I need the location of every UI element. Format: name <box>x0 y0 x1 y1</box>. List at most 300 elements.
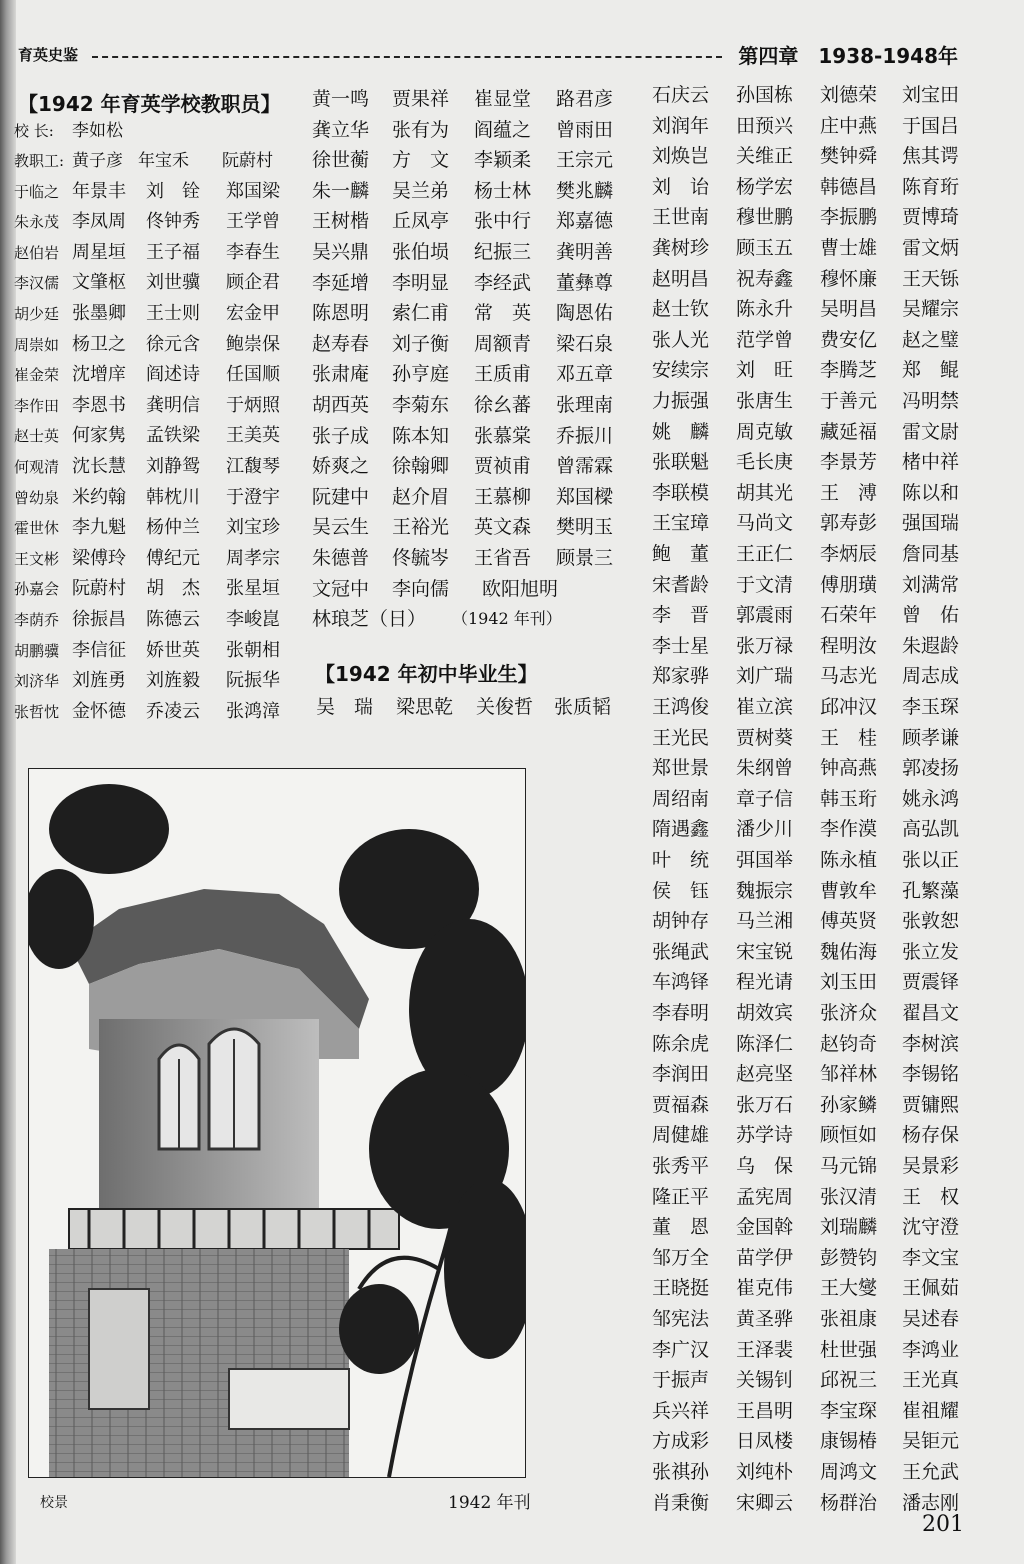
staff-name: 刘宝珍 <box>226 517 280 539</box>
graduate-name: 李炳辰 <box>820 543 878 565</box>
graduate-name: 李广汉 <box>652 1338 710 1361</box>
graduate-name: 陈以和 <box>902 481 960 504</box>
graduate-name: 杨学宏 <box>736 175 794 198</box>
graduate-name: 藏延福 <box>820 420 878 443</box>
staff-name: 宏金甲 <box>226 303 280 324</box>
staff-row <box>312 359 642 389</box>
staff-name: 李明显 <box>392 271 450 294</box>
graduate-name: 冯明禁 <box>902 390 960 412</box>
staff-name: 李延增 <box>312 271 370 294</box>
graduate-name: 邱冲汉 <box>820 696 878 718</box>
graduate-name: 张绳武 <box>652 940 710 963</box>
graduate-row <box>652 1120 982 1150</box>
graduate-row <box>652 1457 982 1487</box>
graduate-name: 刘满常 <box>902 573 960 596</box>
graduate-name: 焦其谔 <box>902 145 960 168</box>
graduate-name: 姚永鸿 <box>902 787 960 810</box>
staff-name: 王美英 <box>226 425 280 447</box>
staff-name: 韩枕川 <box>146 486 200 508</box>
graduate-name: 王昌明 <box>736 1399 794 1422</box>
staff-name: 杨卫之 <box>72 333 126 355</box>
staff-name: 娇世英 <box>146 639 200 661</box>
staff-name: 郑国樑 <box>556 485 614 508</box>
staff-row <box>14 207 304 237</box>
graduate-name: 雷文炳 <box>902 237 960 259</box>
staff-name: 刘静鸳 <box>146 456 200 477</box>
graduate-name: 魏振宗 <box>736 879 794 902</box>
graduate-name: 邹万全 <box>652 1246 710 1269</box>
graduate-name: 于国吕 <box>902 114 960 137</box>
staff-name: 英文森 <box>474 516 532 539</box>
graduate-name: 刘 诒 <box>652 175 710 198</box>
graduate-name: 杨群治 <box>820 1491 878 1514</box>
graduate-name: 彭赞钧 <box>820 1246 878 1269</box>
staff-name: 佟钟秀 <box>146 211 200 233</box>
staff-name: 郑嘉德 <box>556 210 614 233</box>
graduate-name: 刘纯朴 <box>736 1461 794 1483</box>
graduate-name: 李玉琛 <box>902 696 960 718</box>
staff-row <box>14 177 304 207</box>
staff-name: 崔显堂 <box>474 88 532 110</box>
graduate-name: 肖秉衡 <box>652 1491 710 1514</box>
staff-name: 李作田 <box>14 396 60 415</box>
graduate-name: 吴明昌 <box>820 298 878 321</box>
staff-name: 李信征 <box>72 639 126 661</box>
graduate-name: 黄圣骅 <box>736 1308 794 1330</box>
graduate-name: 王允武 <box>902 1461 960 1483</box>
staff-name: 文冠中 <box>312 577 370 600</box>
staff-row <box>14 146 304 176</box>
graduate-name: 傅朋璜 <box>820 573 878 596</box>
staff-row <box>14 330 304 360</box>
staff-row <box>312 268 642 298</box>
staff-name: 顾企君 <box>226 272 280 294</box>
graduate-name: 王 溥 <box>820 481 878 504</box>
graduate-name: 张万禄 <box>736 634 794 657</box>
graduate-row <box>652 723 982 753</box>
graduate-name: 田预兴 <box>736 114 794 137</box>
staff-name: 丘凤亭 <box>392 210 450 233</box>
staff-name: 江馥琴 <box>226 456 280 477</box>
staff-row <box>14 238 304 268</box>
staff-row <box>14 513 304 543</box>
photo-caption-right: 1942 年刊 <box>448 1493 531 1513</box>
staff-row <box>14 116 304 146</box>
staff-name: 霍世休 <box>14 519 60 538</box>
graduate-row <box>652 325 982 355</box>
graduate-name: 沈守澄 <box>902 1216 960 1239</box>
graduate-name: 郭凌扬 <box>902 757 960 780</box>
staff-name: 张慕棠 <box>474 424 532 447</box>
staff-row <box>14 452 304 482</box>
graduate-name: 关维正 <box>736 145 794 168</box>
graduates-section-title: 【1942 年初中毕业生】 <box>315 662 538 686</box>
graduate-name: 胡其光 <box>736 481 794 504</box>
staff-name: 李荫乔 <box>14 611 60 629</box>
graduate-name: 金国斡 <box>736 1216 794 1239</box>
graduate-name: 孟宪周 <box>736 1185 794 1208</box>
staff-label: 教职工: <box>14 152 65 170</box>
staff-name: 张鸿漳 <box>226 700 280 722</box>
staff-name: 欧阳旭明 <box>482 577 559 600</box>
graduate-name: 梁思乾 <box>396 696 454 718</box>
graduate-name: 赵亮坚 <box>736 1063 794 1086</box>
graduate-row <box>652 1396 982 1426</box>
graduate-name: 刘 旺 <box>736 359 794 382</box>
graduate-name: 崔克伟 <box>736 1277 794 1300</box>
graduate-name: 于善元 <box>820 390 878 412</box>
staff-name: 陶恩佑 <box>556 302 614 325</box>
graduate-name: 朱遐龄 <box>902 634 960 657</box>
graduate-name: 钟高燕 <box>820 757 878 780</box>
staff-name: 张子成 <box>312 424 370 447</box>
staff-name: 佟毓岑 <box>392 547 450 569</box>
graduate-name: 费安亿 <box>820 328 878 351</box>
graduate-name: 王大燮 <box>820 1277 878 1300</box>
graduate-name: 赵明昌 <box>652 267 710 290</box>
graduate-name: 王佩茹 <box>902 1277 960 1300</box>
graduate-name: 于文清 <box>736 573 794 596</box>
staff-name: 吴兰弟 <box>392 179 450 202</box>
school-building-photo <box>28 768 526 1478</box>
staff-name: 米约翰 <box>72 486 126 508</box>
graduate-row <box>652 998 982 1028</box>
graduate-name: 王光民 <box>652 726 710 749</box>
graduate-name: 邹祥林 <box>820 1063 878 1086</box>
graduate-row <box>652 1029 982 1059</box>
staff-name: 乔凌云 <box>146 700 200 722</box>
staff-name: 路君彦 <box>556 88 614 110</box>
staff-row <box>312 451 642 481</box>
staff-name: 孙亨庭 <box>392 363 450 386</box>
graduate-name: 石荣年 <box>820 604 878 627</box>
staff-name: 王省吾 <box>474 547 532 569</box>
staff-name: 刘旌勇 <box>72 670 126 692</box>
graduate-row <box>652 1243 982 1273</box>
graduate-name: 康锡椿 <box>820 1430 878 1453</box>
graduate-name: 张立发 <box>902 940 960 963</box>
graduate-name: 周绍南 <box>652 787 710 810</box>
staff-name: 徐世蘅 <box>312 149 370 172</box>
graduate-name: 刘润年 <box>652 114 710 137</box>
staff-name: 赵介眉 <box>392 485 450 508</box>
staff-name: 胡鹏骥 <box>14 641 60 660</box>
graduate-name: 周健雄 <box>652 1124 710 1147</box>
graduate-name: 刘广瑞 <box>736 665 794 688</box>
staff-name: 陈德云 <box>146 609 200 630</box>
graduate-name: 孙国栋 <box>736 84 794 106</box>
graduate-name: 王 桂 <box>820 726 878 749</box>
graduate-name: 陈永植 <box>820 849 878 871</box>
staff-name: 王树楷 <box>312 210 370 233</box>
graduate-row <box>316 692 646 722</box>
graduate-row <box>652 845 982 875</box>
staff-row <box>312 574 642 604</box>
graduate-name: 贾博琦 <box>902 206 960 229</box>
staff-name: 方 文 <box>392 149 450 172</box>
staff-name: 文肇枢 <box>72 272 126 294</box>
staff-name: 阮建中 <box>312 485 370 508</box>
graduate-name: 吴述春 <box>902 1308 960 1330</box>
staff-name: 阮蔚村 <box>72 578 126 600</box>
staff-row <box>312 237 642 267</box>
graduate-name: 王鸿俊 <box>652 696 710 718</box>
staff-row <box>312 421 642 451</box>
staff-name: 于炳照 <box>226 394 280 416</box>
graduate-name: 马兰湘 <box>736 910 794 933</box>
staff-row <box>14 299 304 329</box>
graduate-name: 樊钟舜 <box>820 145 878 168</box>
staff-name: 曾霈霖 <box>556 455 614 478</box>
staff-name: 杨士林 <box>474 179 532 202</box>
graduate-name: 宋耆龄 <box>652 573 710 596</box>
graduate-name: 傅英贤 <box>820 910 878 933</box>
staff-name: 李峻崑 <box>226 609 280 630</box>
graduate-row <box>652 1151 982 1181</box>
staff-name: 吴兴鼎 <box>312 241 370 263</box>
staff-name: 董彝尊 <box>556 271 614 294</box>
graduate-name: 赵士钦 <box>652 298 710 321</box>
staff-name: 乔振川 <box>556 424 614 447</box>
graduate-row <box>652 600 982 630</box>
graduate-name: 强国瑞 <box>902 512 960 535</box>
staff-name: 阮蔚村 <box>222 151 273 171</box>
graduate-name: 张人光 <box>652 328 710 351</box>
graduate-name: 邹宪法 <box>652 1308 710 1330</box>
staff-name: 黄子彦 <box>72 151 123 171</box>
graduate-name: 雷文尉 <box>902 420 960 443</box>
graduate-name: 郑家骅 <box>652 665 710 688</box>
graduate-row <box>652 1365 982 1395</box>
graduate-row <box>652 141 982 171</box>
staff-name: 黄一鸣 <box>312 88 370 110</box>
staff-name: 王子福 <box>146 241 200 263</box>
staff-name: 傅纪元 <box>146 547 200 569</box>
graduate-name: 孔繁藻 <box>902 879 960 902</box>
staff-row <box>14 697 304 727</box>
graduate-name: 楮中祥 <box>902 451 960 474</box>
graduate-name: 刘瑞麟 <box>820 1216 878 1239</box>
graduate-name: 宋卿云 <box>736 1491 794 1514</box>
graduate-name: 祝寿鑫 <box>736 267 794 290</box>
graduate-row <box>652 1059 982 1089</box>
staff-name: 李经武 <box>474 271 532 294</box>
graduate-name: 郑 鲲 <box>902 359 960 382</box>
staff-row <box>312 512 642 542</box>
staff-name: 张朝相 <box>226 639 280 661</box>
graduate-name: 穆怀廉 <box>820 267 878 290</box>
graduate-row <box>652 876 982 906</box>
staff-name: 李恩书 <box>72 394 126 416</box>
graduate-name: 李春明 <box>652 1002 710 1024</box>
principal-label: 校 长: <box>14 122 54 140</box>
staff-name: 梁石泉 <box>556 332 614 355</box>
graduate-row <box>652 906 982 936</box>
graduate-name: 李文宝 <box>902 1246 960 1269</box>
graduate-name: 王 权 <box>902 1185 960 1208</box>
graduate-name: 陈余虎 <box>652 1032 710 1055</box>
staff-name: 李汉儒 <box>14 274 60 293</box>
staff-name: 刘济华 <box>14 672 60 691</box>
graduate-name: 王泽裴 <box>736 1338 794 1361</box>
graduate-name: 郑世景 <box>652 757 710 780</box>
staff-name: 张哲忱 <box>14 702 60 721</box>
graduate-row <box>652 264 982 294</box>
graduate-name: 贾镛熙 <box>902 1093 960 1116</box>
staff-name: 沈长慧 <box>72 456 126 477</box>
staff-name: 索仁甫 <box>392 302 450 325</box>
staff-name: 阮振华 <box>226 670 280 692</box>
staff-name: 周星垣 <box>72 241 126 263</box>
staff-row <box>14 636 304 666</box>
staff-name: 阎述诗 <box>146 364 200 386</box>
graduate-name: 车鸿铎 <box>652 971 710 994</box>
staff-name: 杨仲兰 <box>146 517 200 539</box>
graduate-row <box>652 661 982 691</box>
graduate-row <box>652 355 982 385</box>
graduate-name: 潘志刚 <box>902 1491 960 1514</box>
graduate-row <box>652 1426 982 1456</box>
graduate-name: 陈泽仁 <box>736 1032 794 1055</box>
graduate-name: 力振强 <box>652 390 710 412</box>
graduate-name: 张汉清 <box>820 1185 878 1208</box>
graduate-name: 张祺孙 <box>652 1461 710 1483</box>
graduate-name: 高弘凯 <box>902 818 960 841</box>
staff-row <box>14 483 304 513</box>
graduate-name: 关俊哲 <box>476 696 534 718</box>
graduate-name: 胡效宾 <box>736 1002 794 1024</box>
staff-row <box>312 543 642 573</box>
staff-name: 赵士英 <box>14 427 60 446</box>
graduate-name: 王晓挺 <box>652 1277 710 1300</box>
graduate-name: 曾 佑 <box>902 604 960 627</box>
graduate-name: 张济众 <box>820 1002 878 1024</box>
staff-name: 张星垣 <box>226 578 280 600</box>
staff-row <box>312 176 642 206</box>
staff-name: 樊明玉 <box>556 516 614 539</box>
graduate-name: 贾树葵 <box>736 726 794 749</box>
graduate-name: 隋遇鑫 <box>652 818 710 841</box>
staff-row <box>312 84 642 114</box>
graduate-name: 李作漠 <box>820 818 878 841</box>
graduate-name: 刘宝田 <box>902 84 960 106</box>
graduate-name: 范学曾 <box>736 328 794 351</box>
staff-row <box>14 544 304 574</box>
graduate-name: 张万石 <box>736 1093 794 1116</box>
graduate-row <box>652 447 982 477</box>
graduate-name: 马志光 <box>820 665 878 688</box>
staff-name: 龚明信 <box>146 394 200 416</box>
graduate-row <box>652 111 982 141</box>
staff-section-title: 【1942 年育英学校教职员】 <box>18 92 281 116</box>
graduate-name: 崔祖耀 <box>902 1399 960 1422</box>
staff-name: 何观清 <box>14 458 60 476</box>
staff-name: 李颖柔 <box>474 149 532 172</box>
staff-row <box>14 421 304 451</box>
graduate-name: 龚树珍 <box>652 237 710 259</box>
staff-name: 吴云生 <box>312 516 370 539</box>
graduate-row <box>652 1090 982 1120</box>
header-dashed-rule <box>92 56 722 58</box>
staff-name: 樊兆麟 <box>556 179 614 202</box>
staff-name: 周崇如 <box>14 335 60 354</box>
graduate-row <box>652 1182 982 1212</box>
graduate-name: 穆世鹏 <box>736 206 794 229</box>
graduate-name: 鲍 董 <box>652 543 710 565</box>
graduate-row <box>652 478 982 508</box>
staff-name: 郑国梁 <box>226 180 280 202</box>
staff-name: 曾雨田 <box>556 118 614 141</box>
staff-row <box>312 115 642 145</box>
graduate-name: 周志成 <box>902 665 960 688</box>
staff-row <box>14 268 304 298</box>
staff-name: 周额青 <box>474 332 532 355</box>
staff-name: 刘 铨 <box>146 180 200 202</box>
page-number: 201 <box>922 1512 964 1537</box>
graduate-name: 苏学诗 <box>736 1124 794 1147</box>
staff-name: 王文彬 <box>14 549 60 568</box>
graduate-name: 王宝璋 <box>652 512 710 535</box>
staff-name: 王质甫 <box>474 363 532 386</box>
graduate-name: 苗学伊 <box>736 1246 794 1269</box>
graduate-name: 陈育珩 <box>902 175 960 198</box>
graduate-row <box>652 294 982 324</box>
graduate-name: 潘少川 <box>736 818 794 841</box>
graduate-name: 顾孝谦 <box>902 726 960 749</box>
staff-name: 金怀德 <box>72 700 126 722</box>
graduate-name: 赵钧奇 <box>820 1032 878 1055</box>
graduate-name: 安续宗 <box>652 359 710 382</box>
staff-name: 何家隽 <box>72 425 126 447</box>
graduate-name: 乌 保 <box>736 1155 794 1177</box>
graduate-row <box>652 1335 982 1365</box>
staff-name: 张伯埙 <box>392 241 450 263</box>
photo-caption-left: 校景 <box>40 1495 68 1511</box>
book-title: 育英史鉴 <box>18 46 79 64</box>
staff-name: 鲍崇保 <box>226 333 280 355</box>
graduate-name: 曹敦牟 <box>820 879 878 902</box>
staff-name: 纪振三 <box>474 241 532 263</box>
staff-name: 张墨卿 <box>72 303 126 324</box>
staff-name: 张肃庵 <box>312 363 370 386</box>
staff-name: 徐翰卿 <box>392 455 450 478</box>
staff-name: 贾果祥 <box>392 88 450 110</box>
graduate-name: 石庆云 <box>652 84 710 106</box>
graduate-name: 于振声 <box>652 1369 710 1392</box>
graduate-name: 张以正 <box>902 849 960 871</box>
graduate-name: 杜世强 <box>820 1338 878 1361</box>
staff-name: 王学曾 <box>226 211 280 233</box>
staff-name: 朱一麟 <box>312 179 370 202</box>
graduate-name: 马元锦 <box>820 1155 878 1177</box>
graduate-name: 李景芳 <box>820 451 878 474</box>
graduate-row <box>652 539 982 569</box>
graduate-name: 董 恩 <box>652 1216 710 1239</box>
staff-row <box>312 145 642 175</box>
staff-name: （1942 年刊） <box>452 609 562 629</box>
staff-name: 张有为 <box>392 118 450 141</box>
graduate-name: 毛长庚 <box>736 451 794 474</box>
staff-name: 林琅芝（日） <box>312 608 427 631</box>
graduate-name: 贾震铎 <box>902 971 960 994</box>
graduate-row <box>652 1304 982 1334</box>
staff-row <box>14 666 304 696</box>
staff-name: 李向儒 <box>392 577 450 600</box>
graduate-name: 赵之璧 <box>902 328 960 351</box>
graduate-name: 张联魁 <box>652 451 710 474</box>
graduate-name: 周鸿文 <box>820 1461 878 1483</box>
staff-row <box>14 391 304 421</box>
